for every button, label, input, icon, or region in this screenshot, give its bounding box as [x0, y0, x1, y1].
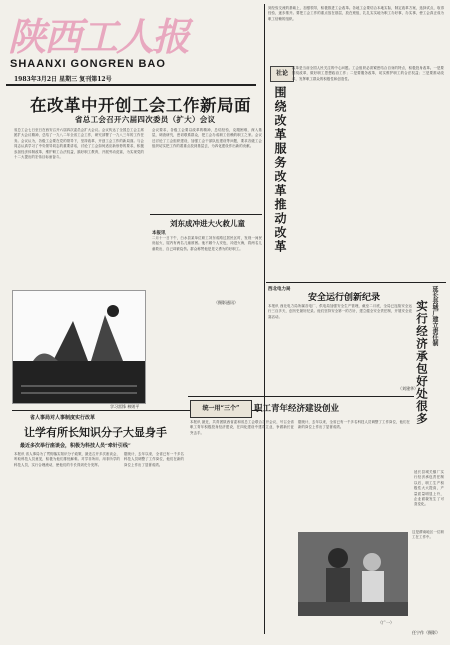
lead-body-left: 省总工会七日至日在西安召开六届四次委员会扩大会议。会议传达了全国总工会主席团扩大会议精神，总结了一九八二年全省工会工作，研究部署了一九八三年的工作任务。会议认为，各级工会要在党的领导下，坚持改革，开创工会工作的新局面。与会同志认真学习了中央领导同志的重要讲话，讨论了工会如何适应新形势的要求，积极参加经济体制改革，维护职工合法权益，搞好职工教育，开展劳动竞赛，为实现党的十二大提出的宏伟目标而奋斗。: [14, 128, 144, 160]
article2-rule: [150, 214, 262, 215]
article2-byline: 本报讯: [152, 231, 166, 236]
photo-caption-small: （摄影通讯）: [214, 300, 238, 305]
article3-footer: （刘建华）: [398, 386, 418, 391]
article5-kicker-box: [190, 400, 252, 418]
woodcut-illustration: [12, 290, 146, 404]
article4-headline: 让学有所长知识分子大显身手: [24, 426, 167, 439]
editorial-badge: [270, 66, 294, 82]
article2-headline: 刘东成冲进大火救儿童: [170, 219, 245, 228]
sidebar-top-body: 到经验交流的基础上，加强领导，积极推进工会改革。各地工会要结合本地实际，制定改革方案，选择试点，取得经验，逐步推开。要把工会工作的重点放在基层，放在班组，扎扎实实地为职工办好事，办实事，使工会真正成为职工信赖的组织。: [268, 6, 444, 21]
banner-body: 延长县城关镇厂实行经济承包责任制以后，职工生产积极性大大提高，产量质量明显上升，企业面貌发生了可喜变化。: [414, 470, 444, 507]
article5-headline: 职工青年经济建设创业: [254, 404, 340, 414]
editorial-badge-label: 社论: [275, 70, 288, 77]
banner-headline: 实行经济承包好处很多: [415, 300, 429, 425]
photo-caption: 这是渭南地区一位职工在工作中。: [412, 530, 444, 540]
article5-body-right: 据统计，去年以来，全省已有一千多名科技人员调整了工作岗位，他们在新的岗位上作出了显著成绩。: [298, 420, 410, 430]
sidebar-right-body: 改革是当前全国人民关注的中心问题。工会组织必须紧密结合自身的特点，积极投身改革。一是要围绕改革，做好职工思想政治工作；二是要服务改革，切实维护职工的合法权益；三是要推动改革，发挥职工群众的积极性和创造性。: [292, 66, 444, 81]
article4-subhead: 最近多次举行座谈会，积极为科技人员“牵针引线”: [20, 443, 131, 449]
article5-footer: （广一）: [378, 620, 394, 625]
editorial-title: 围绕改革服务改革推动改革: [273, 86, 287, 254]
article5-kicker: 统一用“三个”: [202, 405, 240, 412]
article3-rule: [266, 282, 446, 283]
lead-subhead: 省总工会召开六届四次委员（扩大）会议: [75, 115, 216, 124]
photo-credit: 任宁作（摄影）: [412, 630, 440, 635]
photo-workers: [298, 532, 408, 616]
article4-body-right: 据统计，去年以来，全省已有一千多名科技人员调整了工作岗位，他们在新的岗位上作出了显著成绩。: [124, 452, 184, 467]
article4-body-left: 本报讯 省人事局为了贯彻落实知识分子政策，最近召开多次座谈会，听取科技人员意见，积极为他们排忧解难。对学非所用、用非所学的科技人员，实行合理流动，使他们的专长得到充分发挥。: [14, 452, 120, 467]
dateline: 1983年3月2日 星期三 复刊第12号: [14, 76, 112, 83]
lead-headline: 在改革中开创工会工作新局面: [30, 96, 251, 115]
article3-kicker: 西北电力局: [268, 287, 291, 292]
woodcut-caption: 学习雷锋 林则平: [110, 404, 140, 409]
article4-kicker: 省人事局对人事制度实行改革: [30, 415, 96, 421]
article3-body: 本报讯 西北电力局所属各电厂、供电局加强安全生产管理，截至二月底，全局已连续安全运行三百多天，创历史最好纪录。他们坚持安全第一的方针，建立健全安全责任制，开展安全竞赛活动。: [268, 304, 412, 319]
masthead-pinyin: SHAANXI GONGREN BAO: [10, 58, 166, 70]
article5-body-left: 本报讯 最近，共青团陕西省委和省总工会联合召开会议，号召全省职工青年积极投身经济建设，在四化建设中建功立业，争做新长征突击手。: [190, 420, 294, 435]
masthead-title: 陕西工人报: [8, 15, 189, 59]
article3-headline: 安全运行创新纪录: [308, 293, 381, 303]
article2-body: 二月十一日下午，白水县某单位职工刘东成路过居民区时，发现一间民房起火，屋内有两名儿童被困。他不顾个人安危，冲进火海，将两名儿童救出，自己却被烧伤。群众称赞他是见义勇为的好职工。: [152, 236, 262, 251]
article5-rule: [188, 396, 414, 397]
masthead-rule: [6, 84, 256, 86]
lead-body-right: 会议要求，各级工会要以改革的精神，总结经验，克服困难，深入基层，调查研究，密切联系群众，把工会办成职工信赖的职工之家。会议还讨论了工会组织建设，加强工会干部队伍建设等问题，要求各级工会组织切实把工作的着重点放到基层去，为四化建设作出新的贡献。: [152, 128, 262, 149]
banner-kicker: 延长县城厂建立责任制: [431, 286, 438, 346]
